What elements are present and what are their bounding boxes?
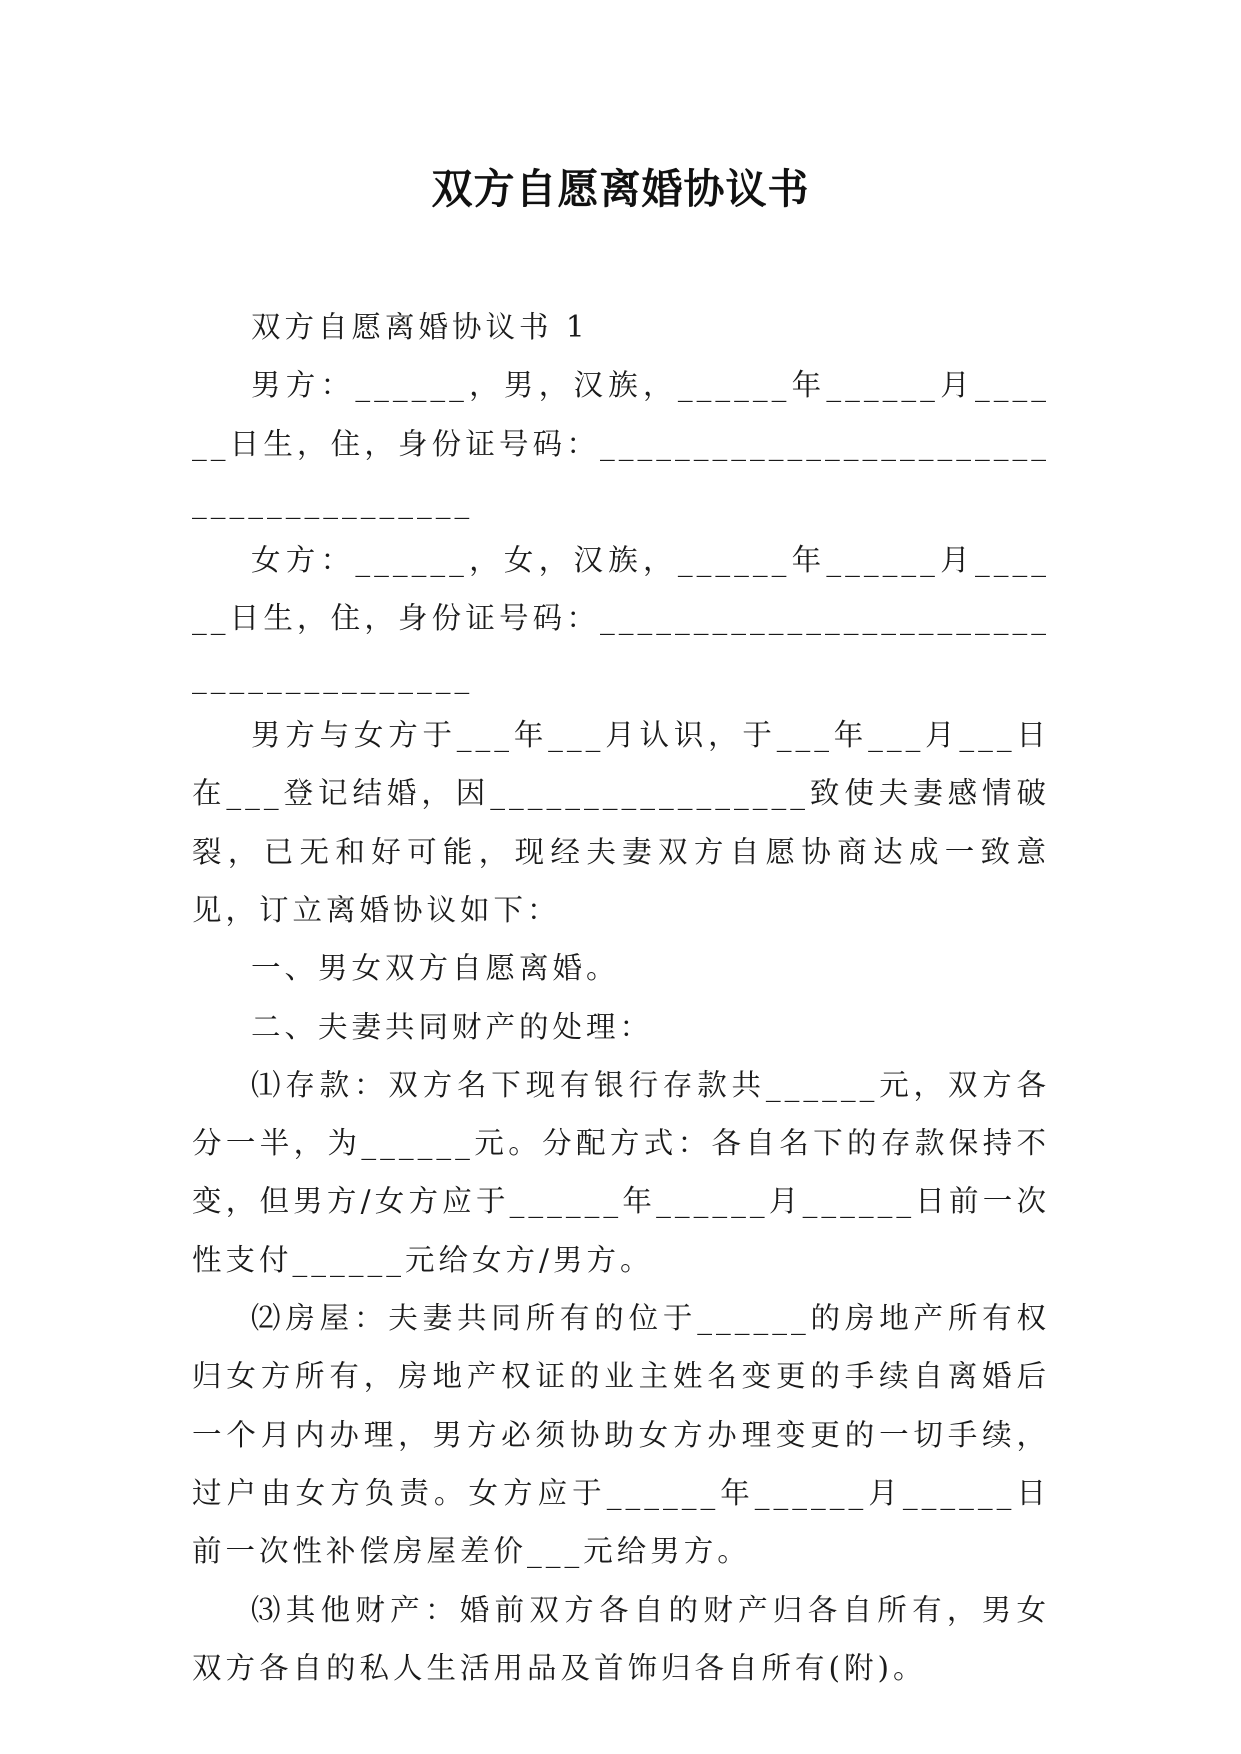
clause-1-paragraph: 一、男女双方自愿离婚。: [251, 951, 620, 986]
other-property-paragraph: ⑶其他财产：婚前双方各自的财产归各自所有，男女双方各自的私人生活用品及首饰归各自所有(附)。: [192, 1592, 1050, 1685]
subtitle-paragraph: 双方自愿离婚协议书 1: [251, 310, 589, 344]
deposit-paragraph: ⑴存款：双方名下现有银行存款共______元，双方各分一半，为______元。分配方式：各自名下的存款保持不变，但男方/女方应于______年______月______日前一次性支付______元给女方/男方。: [192, 1067, 1050, 1277]
house-paragraph: ⑵房屋：夫妻共同所有的位于______的房地产所有权归女方所有，房地产权证的业主姓名变更的手续自离婚后一个月内办理，男方必须协助女方办理变更的一切手续，过户由女方负责。女方应于______年______月______日前一次性补偿房屋差价___元给男方。: [192, 1301, 1050, 1569]
document-body: [192, 298, 1050, 1697]
female-party-paragraph: 女方：______，女，汉族，______年______月______日生，住，身份证号码：_______________________________________: [192, 543, 1050, 694]
document-title: 双方自愿离婚协议书: [431, 165, 810, 213]
background-paragraph: 男方与女方于___年___月认识，于___年___月___日在___登记结婚，因_________________致使夫妻感情破裂，已无和好可能，现经夫妻双方自愿协商达成一致意见，订立离婚协议如下：: [192, 718, 1050, 927]
clause-2-paragraph: 二、夫妻共同财产的处理：: [251, 1009, 654, 1044]
male-party-paragraph: 男方：______，男，汉族，______年______月______日生，住，身份证号码：_______________________________________: [192, 368, 1050, 519]
